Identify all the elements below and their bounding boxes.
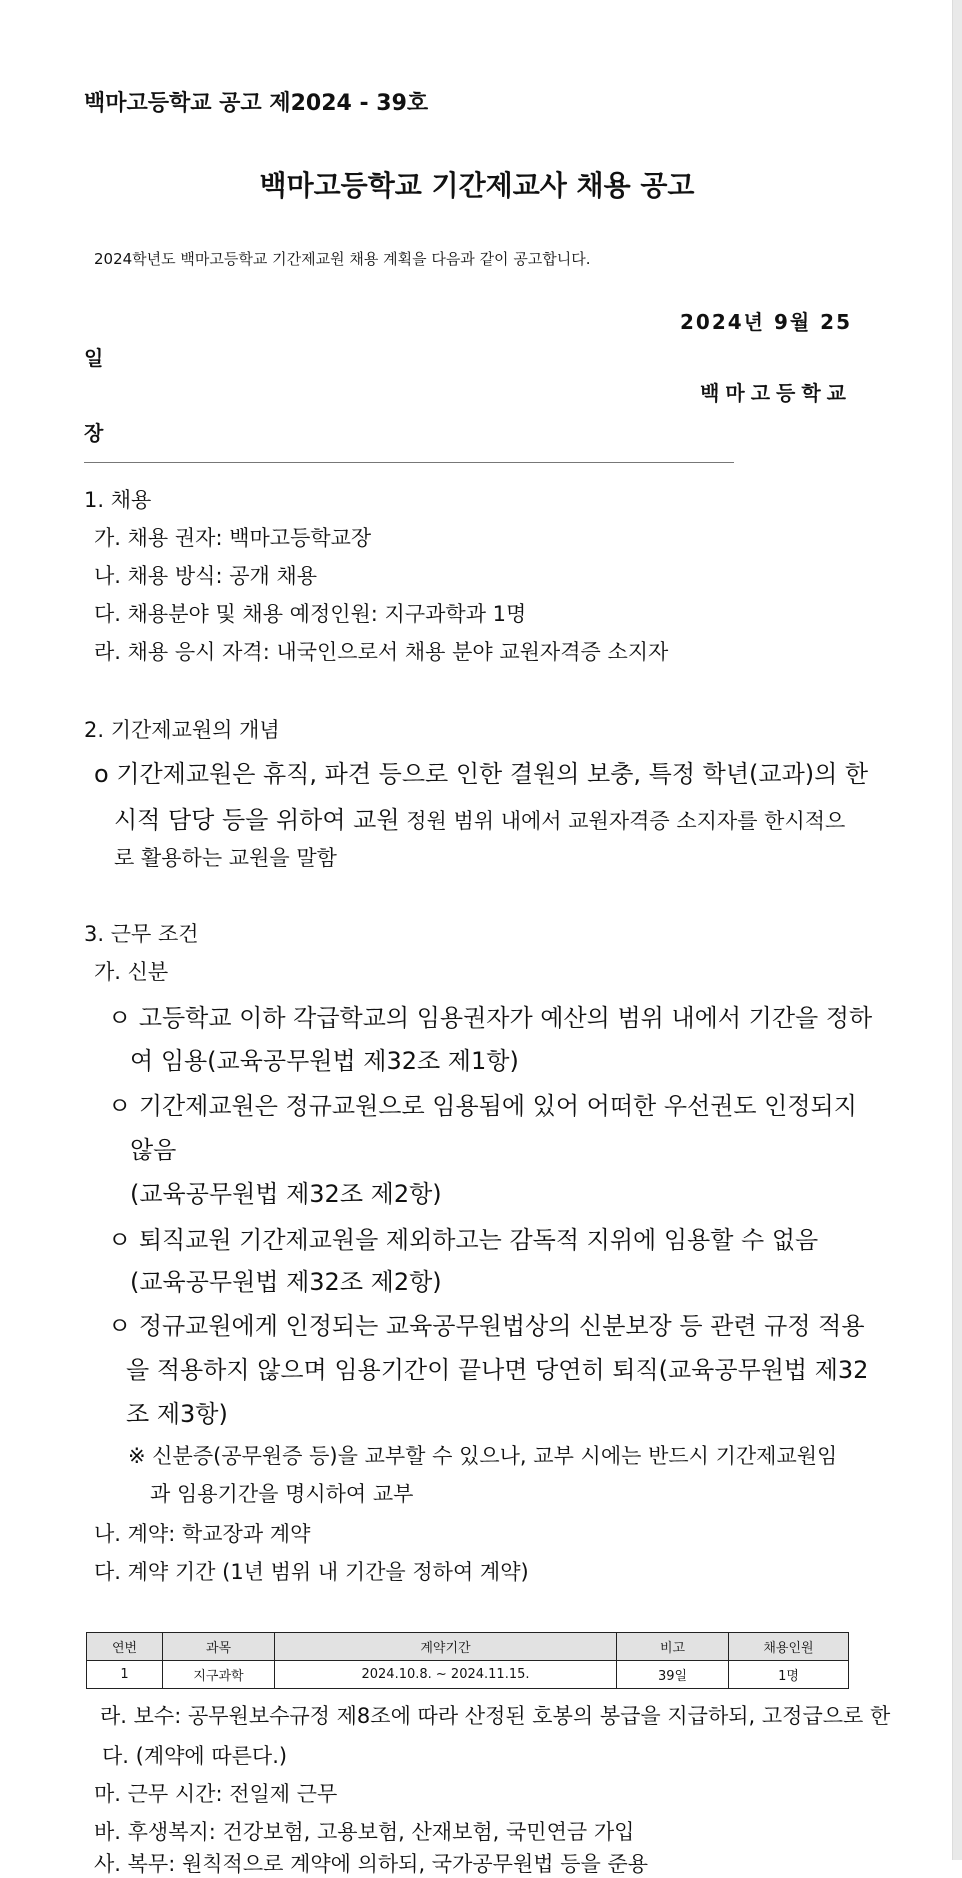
status-bullet-1-line-1: ㅇ 고등학교 이하 각급학교의 임용권자가 예산의 범위 내에서 기간을 정하 xyxy=(108,1004,873,1032)
header-no: 연번 xyxy=(87,1633,163,1661)
notice-date-tail: 일 xyxy=(84,346,104,370)
table-header-row xyxy=(87,1633,849,1661)
status-bullet-2-line-3: (교육공무원법 제32조 제2항) xyxy=(130,1180,442,1208)
status-bullet-4-line-1: ㅇ 정규교원에게 인정되는 교육공무원법상의 신분보장 등 관련 규정 적용 xyxy=(108,1312,865,1340)
header-headcount: 채용인원 xyxy=(729,1633,849,1661)
status-bullet-2-line-1: ㅇ 기간제교원은 정규교원으로 임용됨에 있어 어떠한 우선권도 인정되지 xyxy=(108,1092,857,1120)
recruit-method: 나. 채용 방식: 공개 채용 xyxy=(94,564,318,588)
contract-table xyxy=(86,1632,849,1689)
status-bullet-4-line-3: 조 제3항) xyxy=(126,1400,228,1428)
recruit-field: 다. 채용분야 및 채용 예정인원: 지구과학과 1명 xyxy=(94,602,527,626)
contract-party: 나. 계약: 학교장과 계약 xyxy=(94,1522,311,1546)
header-remark: 비고 xyxy=(617,1633,729,1661)
intro-text: 2024학년도 백마고등학교 기간제교원 채용 계획을 다음과 같이 공고합니다. xyxy=(94,250,591,268)
status-subheading: 가. 신분 xyxy=(94,960,169,984)
recruit-qualification: 라. 채용 응시 자격: 내국인으로서 채용 분야 교원자격증 소지자 xyxy=(94,640,669,664)
concept-line-1: o 기간제교원은 휴직, 파견 등으로 인한 결원의 보충, 특정 학년(교과)의 한 xyxy=(94,760,869,788)
cell-headcount: 1명 xyxy=(729,1661,849,1689)
duty: 사. 복무: 원칙적으로 계약에 의하되, 국가공무원법 등을 준용 xyxy=(94,1852,649,1876)
notice-number: 백마고등학교 공고 제2024 - 39호 xyxy=(84,91,429,116)
id-card-note-line-2: 과 임용기간을 명시하여 교부 xyxy=(150,1482,414,1506)
status-bullet-4-line-2: 을 적용하지 않으며 임용기간이 끝나면 당연히 퇴직(교육공무원법 제32 xyxy=(126,1356,869,1384)
cell-no: 1 xyxy=(87,1661,163,1689)
issuer-name: 백마고등학교 xyxy=(700,381,852,405)
section-3-heading: 3. 근무 조건 xyxy=(84,922,199,946)
divider xyxy=(84,462,734,463)
id-card-note-line-1: ※ 신분증(공무원증 등)을 교부할 수 있으나, 교부 시에는 반드시 기간제교원임 xyxy=(128,1444,838,1468)
header-period: 계약기간 xyxy=(275,1633,617,1661)
status-bullet-3-line-1: ㅇ 퇴직교원 기간제교원을 제외하고는 감독적 지위에 임용할 수 없음 xyxy=(108,1226,819,1254)
cell-remark: 39일 xyxy=(617,1661,729,1689)
section-1-heading: 1. 채용 xyxy=(84,488,152,512)
work-hours: 마. 근무 시간: 전일제 근무 xyxy=(94,1782,338,1806)
concept-line-3: 로 활용하는 교원을 말함 xyxy=(114,846,337,870)
scrollbar[interactable] xyxy=(952,0,962,1860)
salary-line-2: 다. (계약에 따른다.) xyxy=(102,1744,288,1768)
recruit-authority: 가. 채용 권자: 백마고등학교장 xyxy=(94,526,372,550)
section-2-heading: 2. 기간제교원의 개념 xyxy=(84,718,280,742)
cell-subject: 지구과학 xyxy=(163,1661,275,1689)
contract-period: 다. 계약 기간 (1년 범위 내 기간을 정하여 계약) xyxy=(94,1560,529,1584)
header-subject: 과목 xyxy=(163,1633,275,1661)
status-bullet-2-line-2: 않음 xyxy=(130,1136,177,1164)
status-bullet-3-line-2: (교육공무원법 제32조 제2항) xyxy=(130,1268,442,1296)
concept-line-2b: 정원 범위 내에서 교원자격증 소지자를 한시적으 xyxy=(399,809,846,833)
status-bullet-1-line-2: 여 임용(교육공무원법 제32조 제1항) xyxy=(130,1047,519,1075)
issuer-name-tail: 장 xyxy=(84,421,104,445)
welfare: 바. 후생복지: 건강보험, 고용보험, 산재보험, 국민연금 가입 xyxy=(94,1820,635,1844)
concept-line-2a: 시적 담당 등을 위하여 교원 xyxy=(114,806,400,834)
concept-line-2 xyxy=(114,800,845,835)
cell-period: 2024.10.8. ~ 2024.11.15. xyxy=(275,1661,617,1689)
salary-line-1: 라. 보수: 공무원보수규정 제8조에 따라 산정된 호봉의 봉급을 지급하되, 고정급으로 한 xyxy=(100,1704,891,1728)
page-title: 백마고등학교 기간제교사 채용 공고 xyxy=(259,169,695,202)
notice-date: 2024년 9월 25 xyxy=(680,310,852,334)
table-row xyxy=(87,1661,849,1689)
